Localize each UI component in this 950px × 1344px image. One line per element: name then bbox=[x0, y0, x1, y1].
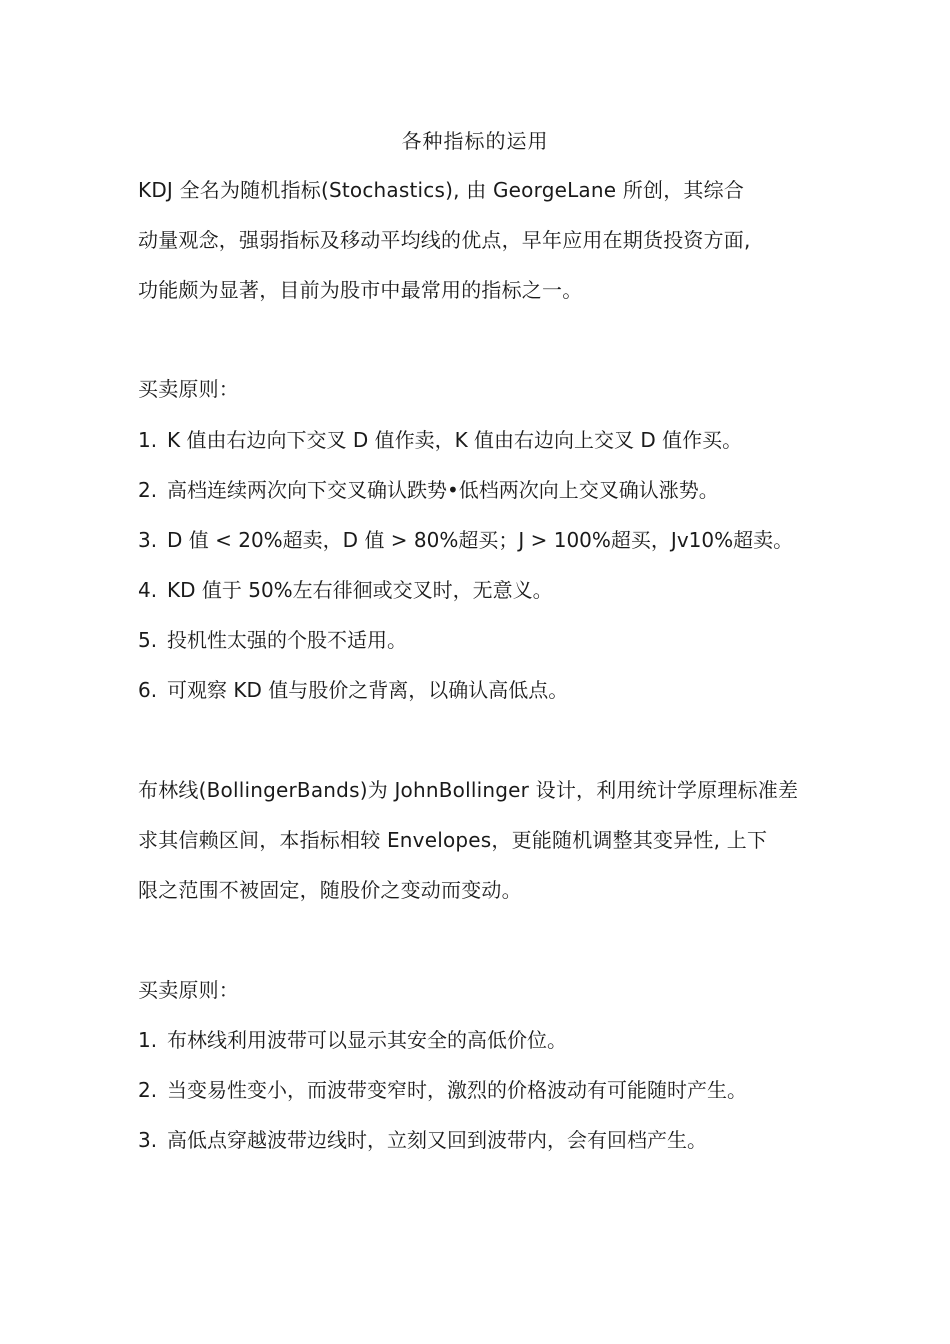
list-number: 2. bbox=[138, 478, 158, 502]
bollinger-rule-item bbox=[138, 1025, 567, 1055]
bollinger-rules-heading: 买卖原则： bbox=[138, 978, 239, 1002]
bollinger-intro-line-1: 布林线(BollingerBands)为 JohnBollinger 设计，利用统计学原理标准差 bbox=[138, 778, 799, 802]
kdj-rule-item bbox=[138, 475, 719, 505]
kdj-rule-item bbox=[138, 525, 793, 555]
bollinger-rule-item bbox=[138, 1125, 707, 1155]
bollinger-intro-line-2: 求其信赖区间，本指标相较 Envelopes，更能随机调整其变异性, 上下 bbox=[138, 828, 768, 852]
list-text: 布林线利用波带可以显示其安全的高低价位。 bbox=[167, 1028, 567, 1052]
list-number: 3. bbox=[138, 528, 158, 552]
kdj-intro-line-3: 功能颇为显著，目前为股市中最常用的指标之一。 bbox=[138, 278, 583, 302]
kdj-rule-item bbox=[138, 625, 407, 655]
kdj-rules-heading: 买卖原则： bbox=[138, 377, 239, 401]
list-text: 当变易性变小，而波带变窄时，激烈的价格波动有可能随时产生。 bbox=[167, 1078, 747, 1102]
list-number: 2. bbox=[138, 1078, 158, 1102]
list-number: 1. bbox=[138, 428, 158, 452]
list-number: 6. bbox=[138, 678, 158, 702]
list-text: 高低点穿越波带边线时，立刻又回到波带内，会有回档产生。 bbox=[167, 1128, 707, 1152]
kdj-intro-line-1: KDJ 全名为随机指标(Stochastics), 由 GeorgeLane 所创，其综合 bbox=[138, 178, 745, 202]
list-number: 1. bbox=[138, 1028, 158, 1052]
list-text: 可观察 KD 值与股价之背离，以确认高低点。 bbox=[167, 678, 569, 702]
list-text: KD 值于 50%左右徘徊或交叉时，无意义。 bbox=[167, 578, 553, 602]
list-text: D 值 < 20%超卖，D 值 > 80%超买；J > 100%超买，Jv10%超卖。 bbox=[167, 528, 794, 552]
bollinger-intro-line-3: 限之范围不被固定，随股价之变动而变动。 bbox=[138, 878, 522, 902]
list-text: 投机性太强的个股不适用。 bbox=[167, 628, 407, 652]
list-number: 4. bbox=[138, 578, 158, 602]
list-number: 3. bbox=[138, 1128, 158, 1152]
document-title: 各种指标的运用 bbox=[401, 129, 549, 153]
bollinger-rule-item bbox=[138, 1075, 747, 1105]
kdj-intro-line-2: 动量观念，强弱指标及移动平均线的优点，早年应用在期货投资方面, bbox=[138, 228, 751, 252]
list-text: K 值由右边向下交叉 D 值作卖，K 值由右边向上交叉 D 值作买。 bbox=[167, 428, 743, 452]
list-number: 5. bbox=[138, 628, 158, 652]
kdj-rule-item bbox=[138, 675, 568, 705]
list-text: 高档连续两次向下交叉确认跌势•低档两次向上交叉确认涨势。 bbox=[167, 478, 719, 502]
kdj-rule-item bbox=[138, 425, 742, 455]
kdj-rule-item bbox=[138, 575, 553, 605]
